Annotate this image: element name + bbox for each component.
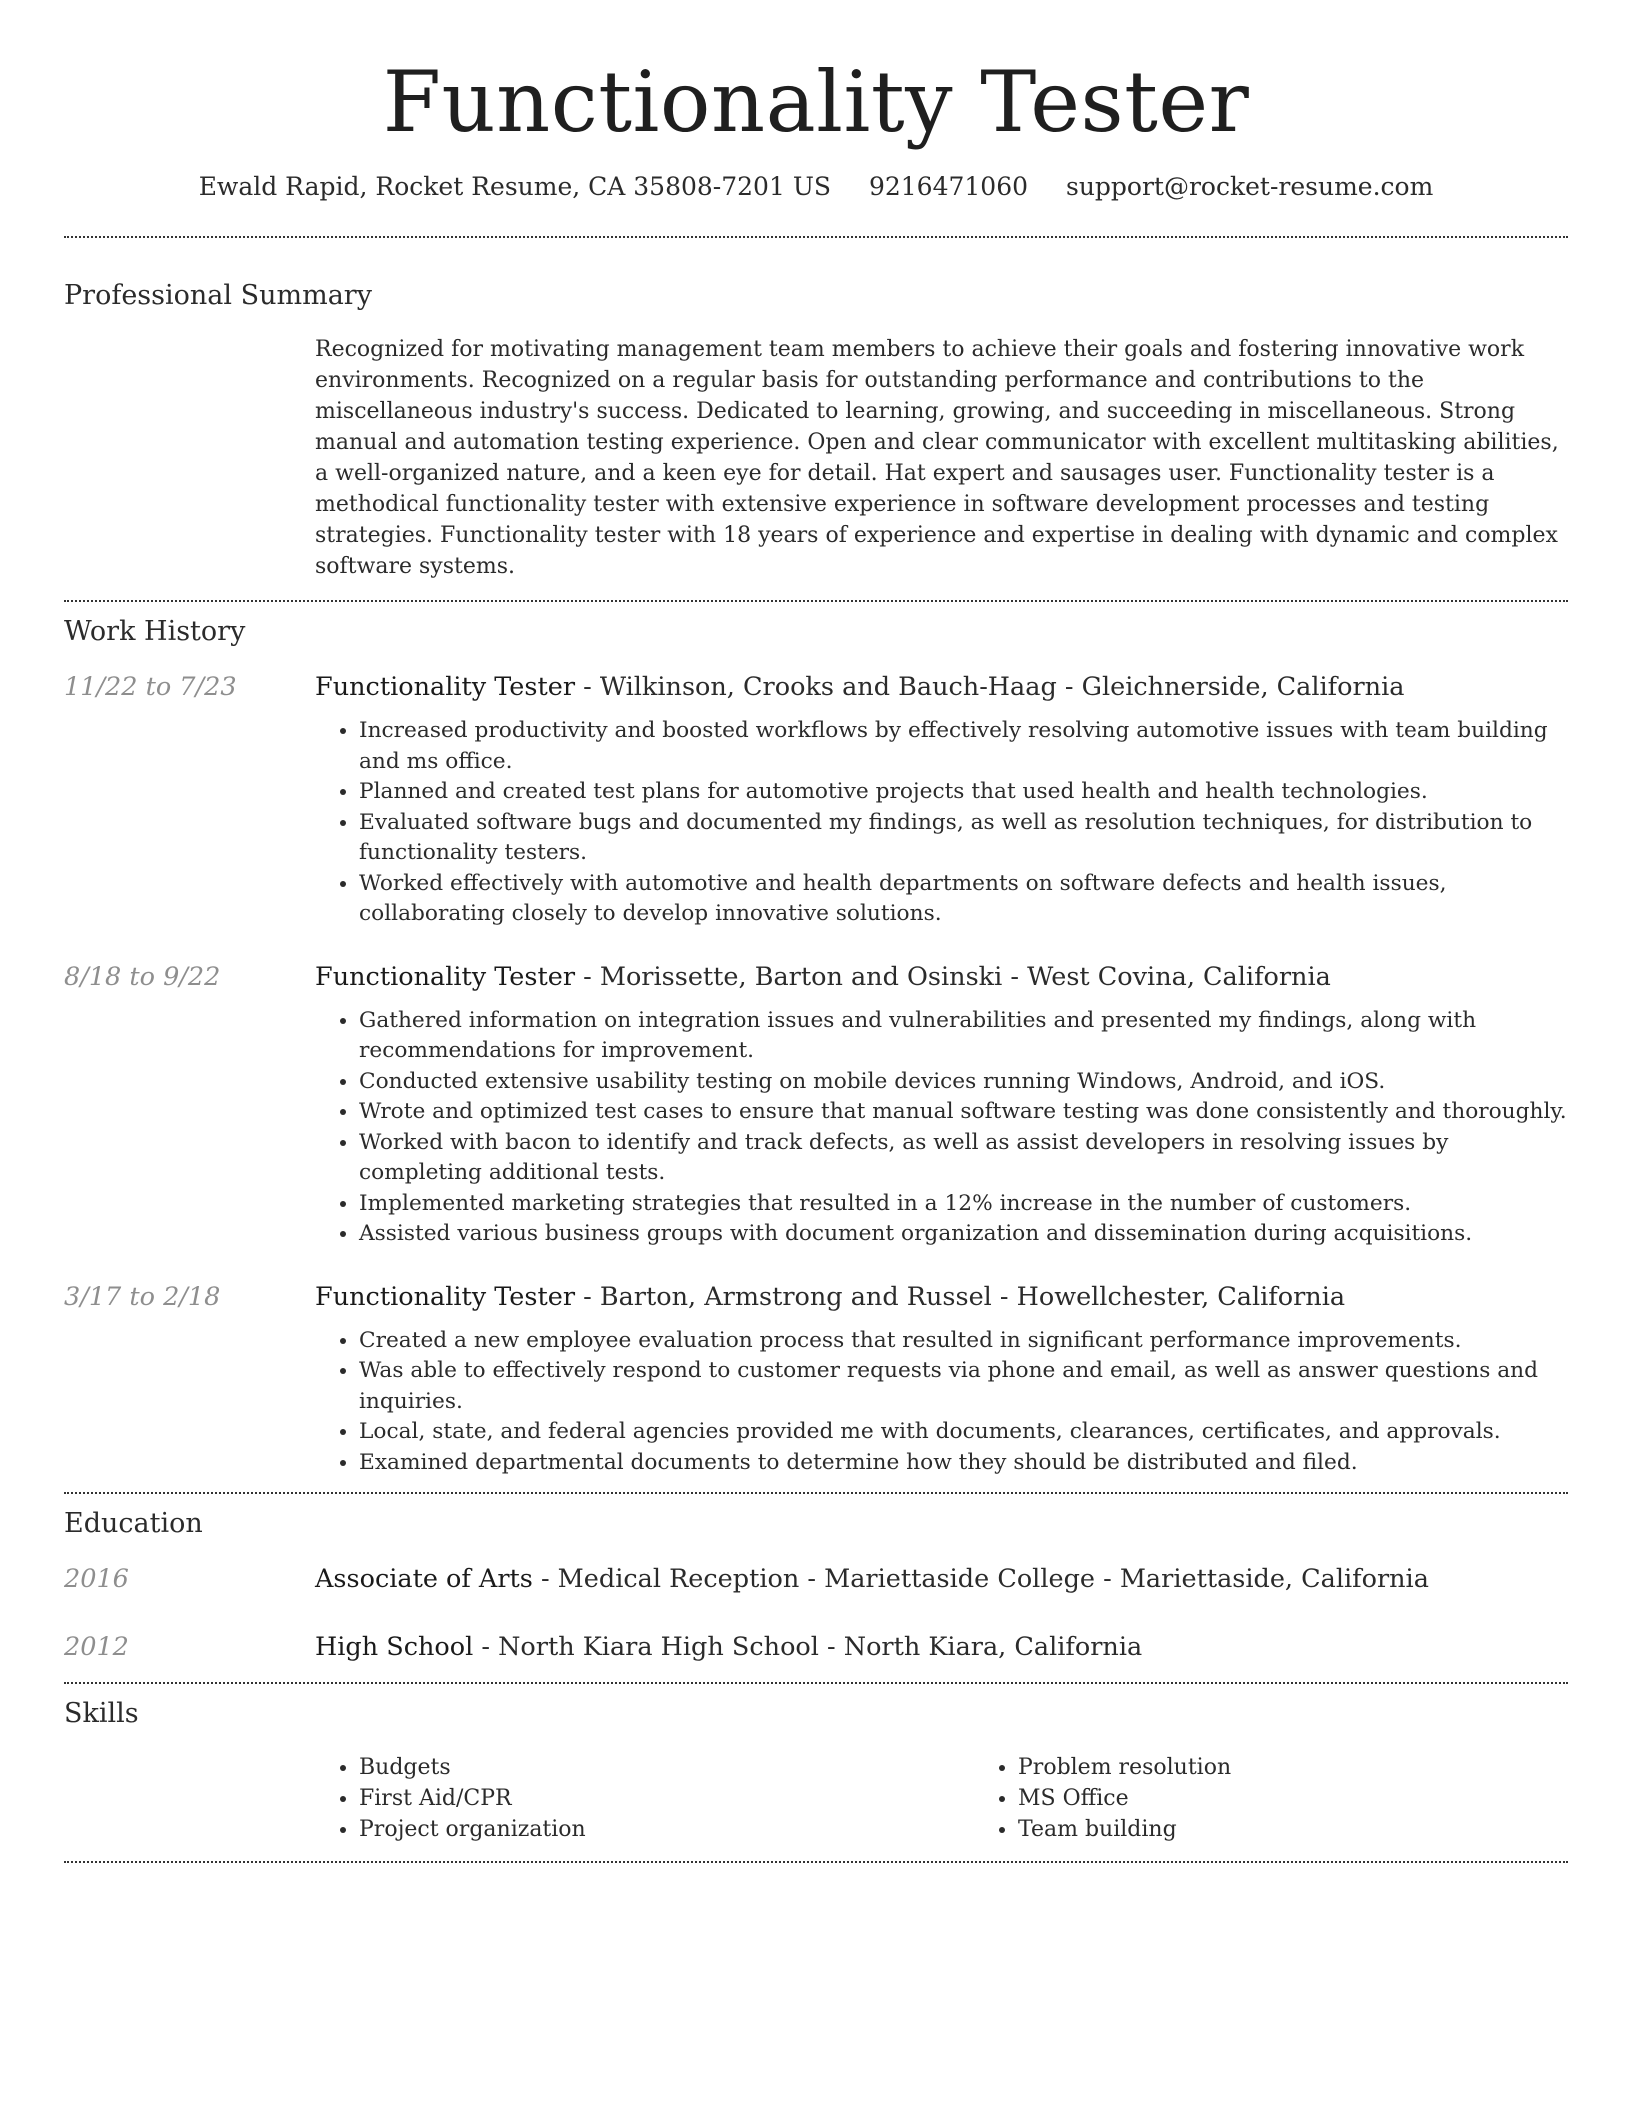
education-degree: High School [315,1632,474,1662]
contact-address: Ewald Rapid, Rocket Resume, CA 35808-7201 US [198,172,832,201]
summary-text: Recognized for motivating management team members to achieve their goals and fostering innovative work environments. Recognized on a regular basis for outstanding performance and contributions to the miscellaneous industry's success. Dedicated to learning, growing, and succeeding in miscellaneous. Strong manual and automation testing experience. Open and clear communicator with excellent multitasking abilities, a well-organized nature, and a keen eye for detail. Hat expert and sausages user. Functionality tester is a methodical functionality tester with extensive experience in software development processes and testing strategies. Functionality tester with 18 years of experience and expertise in dealing with dynamic and complex software systems. [315,337,1559,579]
education-year: 2016 [64,1564,129,1594]
job-heading [315,960,1568,994]
contact-phone: 9216471060 [868,172,1029,201]
job-bullet: • Evaluated software bugs and documented my findings, as well as resolution techniques, for distribution to functionality testers. [359,808,1568,869]
job-bullet: • Was able to effectively respond to customer requests via phone and email, as well as answer questions and inquiries. [359,1356,1568,1417]
job-employer: - Wilkinson, Crooks and Bauch-Haag - Gleichnerside, California [575,672,1405,702]
job-bullets [315,716,1568,930]
job-dates: 3/17 to 2/18 [64,1281,221,1312]
job-dates: 8/18 to 9/22 [64,961,221,992]
section-title-skills: Skills [64,1698,139,1729]
education-school: - North Kiara High School - North Kiara, California [473,1632,1143,1662]
job-bullets [315,1006,1568,1250]
education-entry [64,1562,1568,1596]
job-heading [315,1280,1568,1314]
job-bullet: • Conducted extensive usability testing on mobile devices running Windows, Android, and iOS. [359,1067,1568,1098]
job-title: Functionality Tester [315,961,576,992]
skills-section [64,1684,1568,1845]
job-bullet: • Wrote and optimized test cases to ensure that manual software testing was done consistently and thoroughly. [359,1097,1568,1128]
job-bullet: • Gathered information on integration issues and vulnerabilities and presented my findings, along with recommendations for improvement. [359,1006,1568,1067]
skill-item: • Team building [1018,1814,1632,1845]
skills-list [315,1752,1632,1845]
skills-column-left [315,1752,974,1845]
job-bullet: • Created a new employee evaluation process that resulted in significant performance improvements. [359,1326,1568,1357]
education-entry [64,1630,1568,1664]
resume-title: Functionality Tester [382,53,1250,151]
skill-item: • Budgets [359,1752,974,1783]
education-degree: Associate of Arts [315,1564,533,1594]
section-title-work: Work History [64,616,246,647]
job-heading [315,670,1568,704]
resume-page [64,0,1568,1863]
skills-column-right [974,1752,1632,1845]
section-title-education: Education [64,1508,203,1539]
job-employer: - Morissette, Barton and Osinski - West Covina, California [575,961,1331,992]
job-bullet: • Worked effectively with automotive and health departments on software defects and health issues, collaborating closely to develop innovative solutions. [359,869,1568,930]
job-bullet: • Examined departmental documents to determine how they should be distributed and filed. [359,1448,1568,1479]
education-school: - Medical Reception - Mariettaside College - Mariettaside, California [532,1564,1429,1594]
divider [64,1861,1568,1863]
work-section [64,602,1568,1478]
job-bullets [315,1326,1568,1479]
contact-email: support@rocket-resume.com [1065,172,1434,201]
skill-item: • MS Office [1018,1783,1632,1814]
skill-item: • First Aid/CPR [359,1783,974,1814]
job-dates: 11/22 to 7/23 [64,672,237,702]
job-bullet: • Implemented marketing strategies that resulted in a 12% increase in the number of customers. [359,1189,1568,1220]
job-entry [64,1280,1568,1479]
job-title: Functionality Tester [315,672,576,702]
section-title-summary: Professional Summary [64,280,372,311]
job-entry [64,670,1568,930]
contact-line [64,170,1568,204]
job-entry [64,960,1568,1250]
education-section [64,1494,1568,1664]
job-bullet: • Increased productivity and boosted workflows by effectively resolving automotive issues with team building and ms office. [359,716,1568,777]
job-bullet: • Planned and created test plans for automotive projects that used health and health technologies. [359,777,1568,808]
skill-item: • Problem resolution [1018,1752,1632,1783]
job-bullet: • Local, state, and federal agencies provided me with documents, clearances, certificates, and approvals. [359,1417,1568,1448]
skill-item: • Project organization [359,1814,974,1845]
job-bullet: • Assisted various business groups with document organization and dissemination during acquisitions. [359,1219,1568,1250]
summary-section [64,238,1568,582]
job-employer: - Barton, Armstrong and Russel - Howellchester, California [575,1281,1346,1312]
education-year: 2012 [64,1632,129,1662]
job-title: Functionality Tester [315,1281,576,1312]
job-bullet: • Worked with bacon to identify and track defects, as well as assist developers in resolving issues by completing additional tests. [359,1128,1568,1189]
